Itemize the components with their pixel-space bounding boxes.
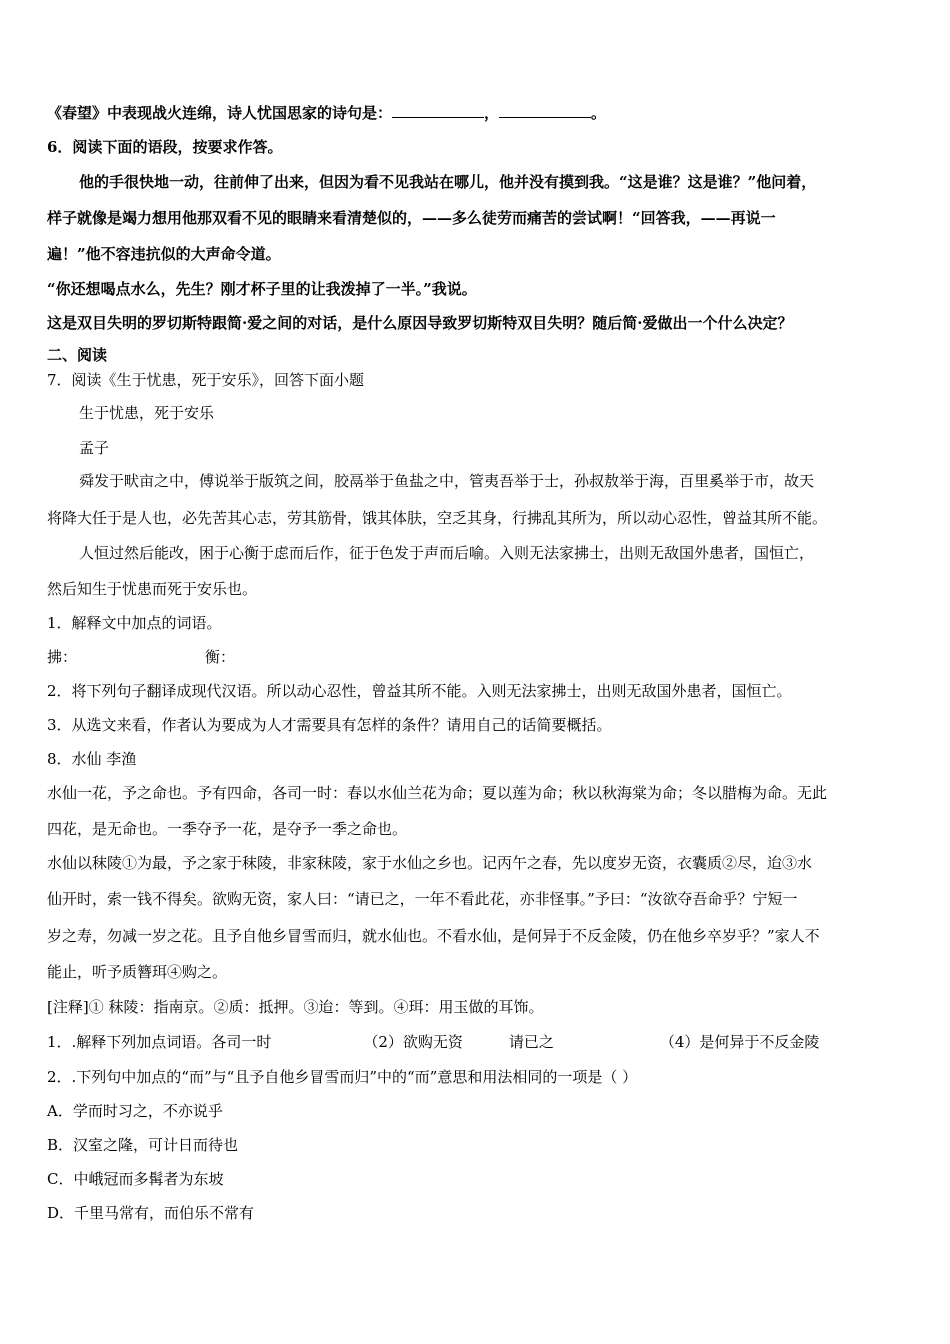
option-d[interactable]: D．千里马常有，而伯乐不常有	[47, 1204, 255, 1222]
q7-term-heng: 衡：	[205, 648, 236, 666]
q7-answer-line	[47, 647, 235, 667]
q7-passage-line: 人恒过然后能改，困于心衡于虑而后作，征于色发于声而后喻。入则无法家拂士，出则无敌国外患者，国恒亡，	[79, 544, 815, 562]
option-b[interactable]: B．汉室之隆，可计日而待也	[47, 1136, 239, 1154]
q6-passage-line: 遍！”他不容违抗似的大声命令道。	[47, 245, 281, 263]
q5-text: 《春望》中表现战火连绵，诗人忧国思家的诗句是：	[47, 104, 393, 122]
q7-poem-title: 生于忧患，死于安乐	[79, 404, 215, 422]
q6-title: 6．阅读下面的语段，按要求作答。	[47, 138, 283, 156]
option-c[interactable]: C．中峨冠而多髯者为东坡	[47, 1170, 224, 1188]
q7-subquestion: 2．将下列句子翻译成现代汉语。所以动心忍性，曾益其所不能。入则无法家拂士，出则无敌国外患者，国恒亡。	[47, 682, 792, 700]
q5-line	[47, 103, 606, 123]
q5-separator: ，	[484, 104, 500, 122]
q7-title: 7．阅读《生于忧患，死于安乐》，回答下面小题	[47, 371, 365, 389]
q5-end: 。	[591, 104, 607, 122]
q8-title: 8．水仙 李渔	[47, 750, 137, 768]
section-heading: 二、阅读	[47, 346, 108, 364]
q8-passage-line: 能止，听予质簪珥④购之。	[47, 963, 228, 981]
q8-passage-line: 岁之寿，勿减一岁之花。且予自他乡冒雪而归，就水仙也。不看水仙，是何异于不反金陵，仍在他乡卒岁乎？”家人不	[47, 927, 820, 945]
q8-passage-line: 水仙一花，予之命也。予有四命，各司一时：春以水仙兰花为命；夏以莲为命；秋以秋海棠为命；冬以腊梅为命。无此	[47, 784, 828, 802]
q6-passage-line: “你还想喝点水么，先生？刚才杯子里的让我泼掉了一半。”我说。	[47, 280, 477, 298]
q8-subquestion-2: 2．.下列句中加点的“而”与“且予自他乡冒雪而归”中的“而”意思和用法相同的一项是（ ）	[47, 1068, 638, 1086]
q8-note: [注释]① 秣陵：指南京。②质：抵押。③迨：等到。④珥：用玉做的耳饰。	[47, 998, 544, 1016]
q8-s1-part: （2）欲购无资	[363, 1033, 463, 1051]
q7-subquestion: 1．解释文中加点的词语。	[47, 614, 222, 632]
q7-subquestion: 3．从选文来看，作者认为要成为人才需要具有怎样的条件？请用自己的话简要概括。	[47, 716, 612, 734]
answer-blank-1[interactable]	[392, 103, 484, 118]
q7-passage-line: 将降大任于是人也，必先苦其心志，劳其筋骨，饿其体肤，空乏其身，行拂乱其所为，所以动心忍性，曾益其所不能。	[47, 509, 828, 527]
q8-passage-line: 四花，是无命也。一季夺予一花，是夺予一季之命也。	[47, 820, 408, 838]
q6-passage-line: 样子就像是竭力想用他那双看不见的眼睛来看清楚似的，——多么徒劳而痛苦的尝试啊！“回答我，——再说一	[47, 209, 776, 227]
q8-s1-part: （4）是何异于不反金陵	[659, 1033, 820, 1051]
q7-passage-line: 然后知生于忧患而死于安乐也。	[47, 580, 258, 598]
q7-author: 孟子	[79, 439, 110, 457]
q8-passage-line: 仙开时，索一钱不得矣。欲购无资，家人曰：“请已之，一年不看此花，亦非怪事。”予曰：“汝欲夺吾命乎？宁短一	[47, 890, 798, 908]
q6-passage-line: 他的手很快地一动，往前伸了出来，但因为看不见我站在哪儿，他并没有摸到我。“这是谁？这是谁？”他问着，	[79, 173, 817, 191]
q8-passage-line: 水仙以秣陵①为最，予之家于秣陵，非家秣陵，家于水仙之乡也。记丙午之春，先以度岁无资，衣囊质②尽，迨③水	[47, 854, 813, 872]
option-a[interactable]: A．学而时习之，不亦说乎	[47, 1102, 223, 1120]
q8-subquestion-1	[47, 1032, 819, 1052]
q8-s1-part: 请已之	[508, 1033, 554, 1051]
q7-term-fu: 拂：	[47, 648, 78, 666]
q7-passage-line: 舜发于畎亩之中，傅说举于版筑之间，胶鬲举于鱼盐之中，管夷吾举于士，孙叔敖举于海，百里奚举于市，故天	[79, 472, 815, 490]
answer-blank-2[interactable]	[499, 103, 591, 118]
q6-question: 这是双目失明的罗切斯特跟简·爱之间的对话，是什么原因导致罗切斯特双目失明？随后简·爱做出一个什么决定？	[47, 314, 793, 332]
q8-s1-part: 1．.解释下列加点词语。各司一时	[47, 1033, 272, 1051]
